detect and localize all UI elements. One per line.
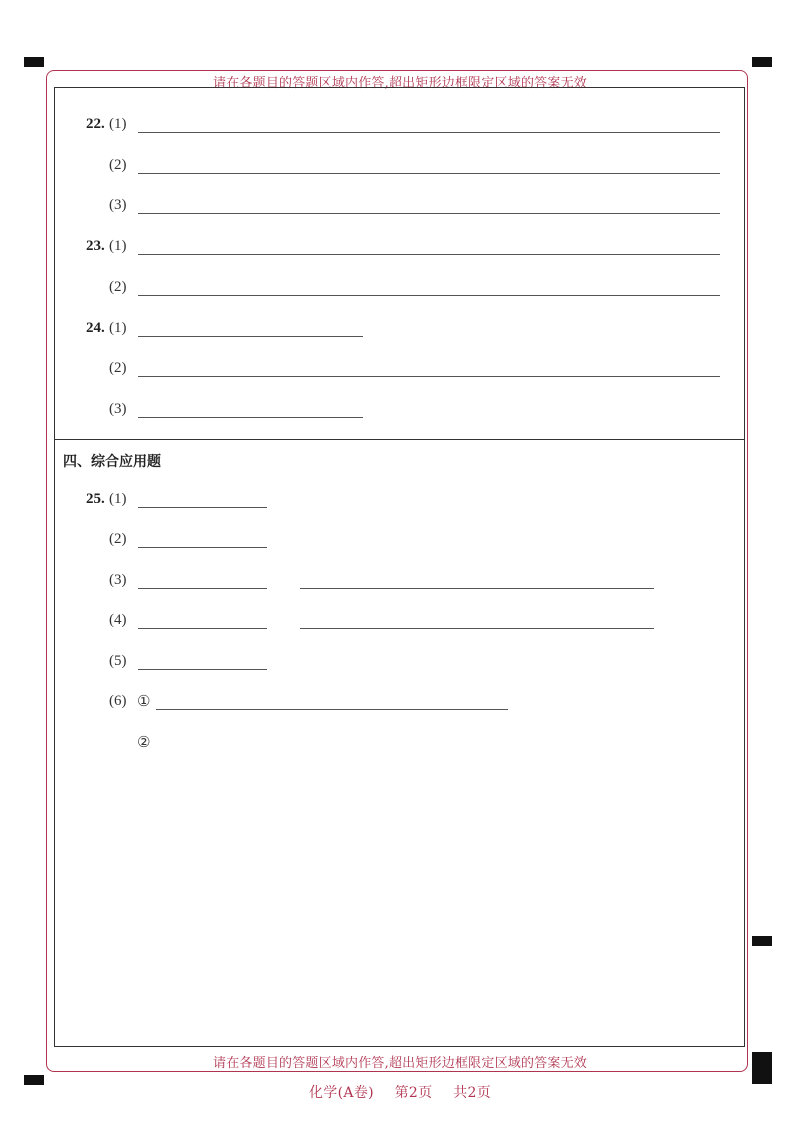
q25-part-6-sub-1-label: ①: [137, 692, 151, 710]
footer-subject: 化学(A卷): [309, 1085, 374, 1101]
q24-part-2-label: (2): [109, 360, 127, 376]
registration-mark-right-middle: [752, 936, 772, 946]
q25-part-5-label: (5): [109, 653, 127, 669]
page-footer: [0, 1082, 800, 1102]
answer-area-inner-frame: [54, 87, 745, 1047]
footer-notice: 请在各题目的答题区域内作答,超出矩形边框限定区域的答案无效: [213, 1056, 587, 1071]
q25-part-6-sub-1-answer-line[interactable]: [156, 709, 508, 710]
q23-part-1-answer-line[interactable]: [138, 254, 720, 255]
q22-part-3-answer-line[interactable]: [138, 213, 720, 214]
question-23-number: 23.: [86, 238, 105, 254]
q25-part-3-answer-line-b[interactable]: [300, 588, 654, 589]
footer-page-number: 第2页: [394, 1085, 433, 1101]
header-notice: 请在各题目的答题区域内作答,超出矩形边框限定区域的答案无效: [213, 76, 587, 91]
q22-part-1-label: (1): [109, 116, 127, 132]
q25-part-6-sub-2-label: ②: [137, 733, 151, 751]
question-24-number: 24.: [86, 320, 105, 336]
q25-part-4-answer-line-b[interactable]: [300, 628, 654, 629]
registration-mark-top-right: [752, 57, 772, 67]
q25-part-2-answer-line[interactable]: [138, 547, 267, 548]
q23-part-2-answer-line[interactable]: [138, 295, 720, 296]
q25-part-1-answer-line[interactable]: [138, 507, 267, 508]
q22-part-1-answer-line[interactable]: [138, 132, 720, 133]
q25-part-6-label: (6): [109, 693, 127, 709]
q25-part-4-answer-line-a[interactable]: [138, 628, 267, 629]
registration-mark-top-left: [24, 57, 44, 67]
q25-part-3-answer-line-a[interactable]: [138, 588, 267, 589]
section-divider: [54, 439, 745, 440]
q25-part-3-label: (3): [109, 572, 127, 588]
q25-part-2-label: (2): [109, 531, 127, 547]
q24-part-3-label: (3): [109, 401, 127, 417]
section-four-title: 四、综合应用题: [63, 454, 161, 470]
q23-part-2-label: (2): [109, 279, 127, 295]
q23-part-1-label: (1): [109, 238, 127, 254]
question-25-number: 25.: [86, 491, 105, 507]
q24-part-1-answer-line[interactable]: [138, 336, 363, 337]
q24-part-1-label: (1): [109, 320, 127, 336]
q22-part-2-answer-line[interactable]: [138, 173, 720, 174]
footer-total-pages: 共2页: [453, 1085, 491, 1101]
q22-part-3-label: (3): [109, 197, 127, 213]
question-22-number: 22.: [86, 116, 105, 132]
q22-part-2-label: (2): [109, 157, 127, 173]
q25-part-4-label: (4): [109, 612, 127, 628]
q24-part-3-answer-line[interactable]: [138, 417, 363, 418]
q25-part-5-answer-line[interactable]: [138, 669, 267, 670]
q24-part-2-answer-line[interactable]: [138, 376, 720, 377]
q25-part-1-label: (1): [109, 491, 127, 507]
